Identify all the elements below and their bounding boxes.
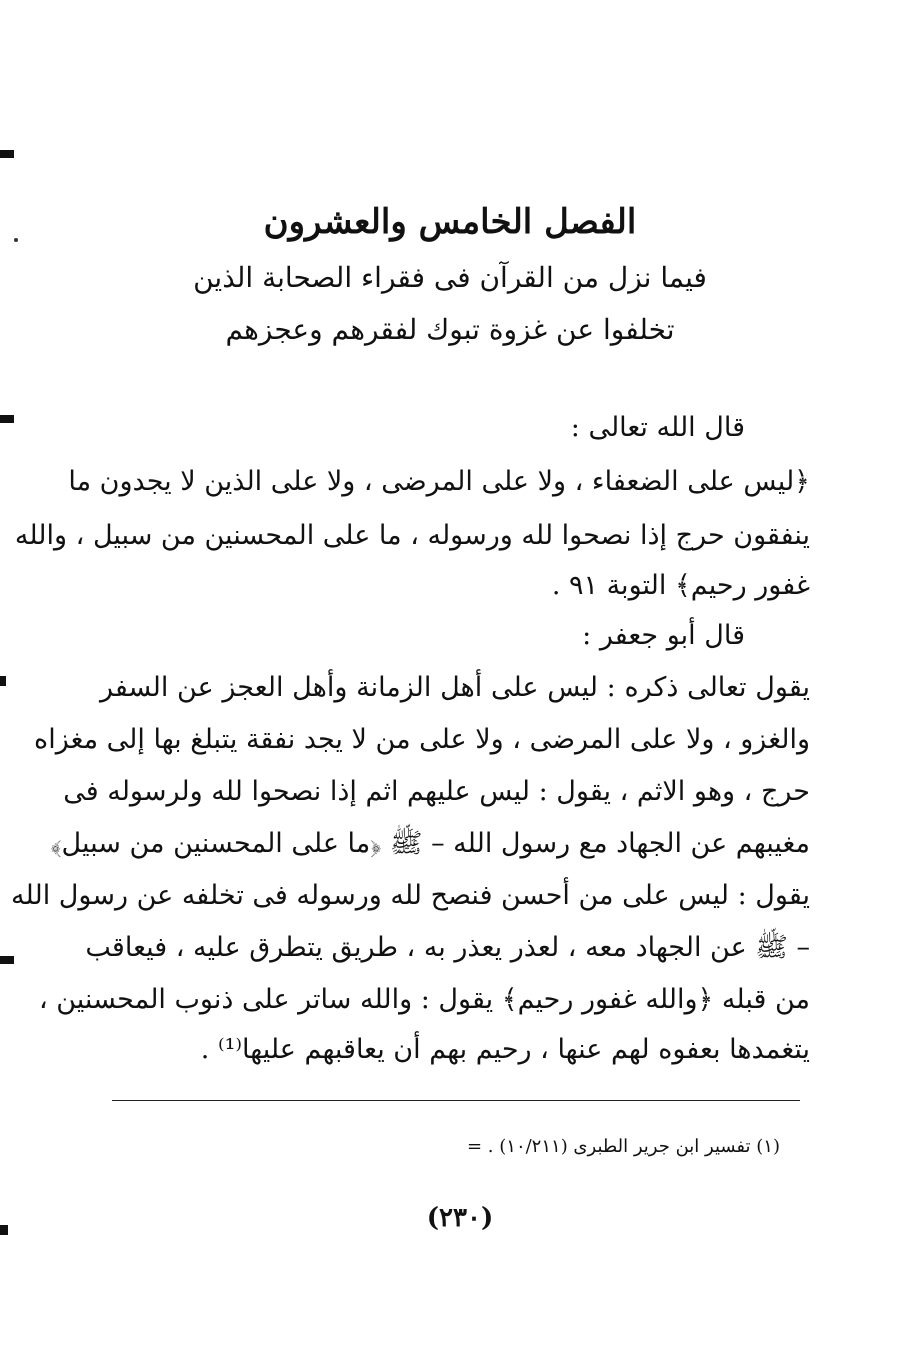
body-line: يقول تعالى ذكره : ليس على أهل الزمانة وأهل العجز عن السفر — [100, 672, 810, 703]
body-line: مغيبهم عن الجهاد مع رسول الله – ﷺ ﴿ما على المحسنين من سبيل﴾ — [50, 828, 810, 859]
chapter-title: الفصل الخامس والعشرون — [263, 202, 637, 242]
footnote-separator — [112, 1100, 800, 1101]
scan-edge-mark — [0, 1225, 8, 1235]
scan-speck — [14, 238, 18, 242]
body-line: يتغمدها بعفوه لهم عنها ، رحيم بهم أن يعاقبهم عليها⁽¹⁾ . — [200, 1034, 810, 1065]
scan-edge-mark — [0, 415, 14, 423]
body-line: حرج ، وهو الاثم ، يقول : ليس عليهم اثم إذا نصحوا لله ولرسوله فى — [63, 776, 810, 807]
body-line: والغزو ، ولا على المرضى ، ولا على من لا يجد نفقة يتبلغ بها إلى مغزاه — [34, 724, 810, 755]
body-line: غفور رحيم﴾ التوبة ٩١ . — [551, 570, 810, 601]
body-line: ينفقون حرج إذا نصحوا لله ورسوله ، ما على المحسنين من سبيل ، والله — [14, 520, 810, 551]
scan-edge-mark — [0, 150, 14, 158]
body-line: من قبله ﴿والله غفور رحيم﴾ يقول : والله ساتر على ذنوب المحسنين ، — [38, 984, 810, 1015]
page-number: (٢٣٠) — [426, 1203, 494, 1233]
footnote: (١) تفسير ابن جرير الطبرى (١٠/٢١١) . = — [467, 1136, 780, 1157]
body-line: قال أبو جعفر : — [582, 620, 745, 651]
body-line: – ﷺ عن الجهاد معه ، لعذر يعذر به ، طريق يتطرق عليه ، فيعاقب — [85, 932, 810, 963]
chapter-subtitle-line-1: فيما نزل من القرآن فى فقراء الصحابة الذين — [193, 261, 707, 294]
scan-edge-mark — [0, 676, 6, 686]
body-line: يقول : ليس على من أحسن فنصح لله ورسوله فى تخلفه عن رسول الله — [11, 880, 810, 911]
body-line: قال الله تعالى : — [570, 412, 745, 443]
scan-edge-mark — [0, 956, 14, 964]
chapter-subtitle-line-2: تخلفوا عن غزوة تبوك لفقرهم وعجزهم — [225, 313, 675, 346]
body-line: ﴿ليس على الضعفاء ، ولا على المرضى ، ولا على الذين لا يجدون ما — [68, 466, 810, 497]
